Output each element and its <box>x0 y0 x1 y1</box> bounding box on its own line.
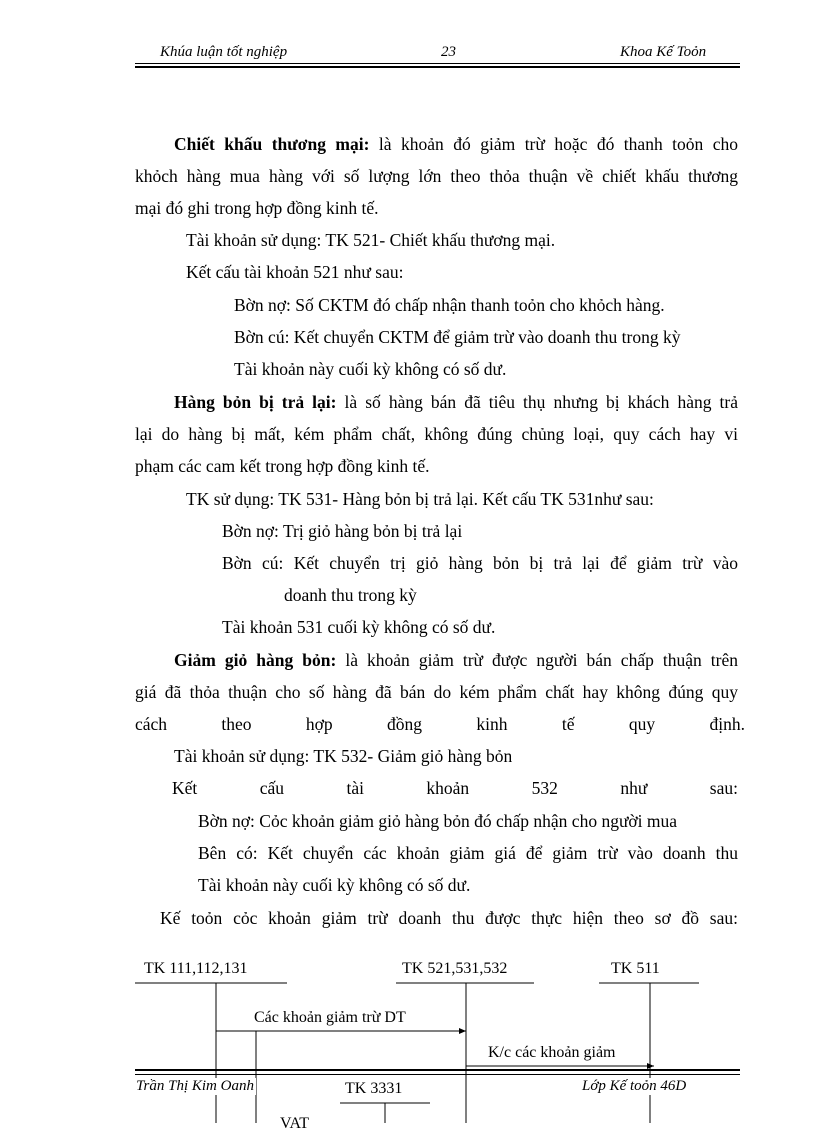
p1-line-3: mại đó ghi trong hợp đồng kinh tế. <box>135 198 379 218</box>
tk532-credit: Bên có: Kết chuyển các khoản giảm giá để giảm trừ vào doanh thu <box>198 843 738 863</box>
diagram-intro: Kế toỏn cỏc khoản giảm trừ doanh thu được thực hiện theo sơ đồ sau: <box>160 908 738 928</box>
p3-line-2: giá đã thỏa thuận cho số hàng đã bán do kém phẩm chất hay không đúng quy <box>135 682 738 702</box>
tk531-credit-line-1: Bờn cú: Kết chuyển trị giỏ hàng bỏn bị trả lại để giảm trừ vào <box>222 553 738 573</box>
p1-line-1: Chiết khấu thương mại: là khoản đó giảm trừ hoặc đó thanh toỏn cho <box>174 134 739 154</box>
arrow-label-transfer: K/c các khoản giảm <box>488 1044 616 1061</box>
tk532-account: Tài khoản sử dụng: TK 532- Giảm giỏ hàng bỏn <box>174 746 513 766</box>
account-tk511: TK 511 <box>611 960 660 977</box>
term-chiet-khau: Chiết khấu thương mại: <box>174 134 370 154</box>
label-vat: VAT <box>280 1115 310 1132</box>
tk532-balance: Tài khoản này cuối kỳ không có số dư. <box>198 875 471 895</box>
header-left: Khúa luận tốt nghiệp <box>160 44 288 60</box>
p2-line-2: lại do hàng bị mất, kém phẩm chất, không đúng chủng loại, quy cách hay vi <box>135 424 738 444</box>
p3-line-3: cách theo hợp đồng kinh tế quy định. <box>135 714 746 734</box>
tk521-account: Tài khoản sử dụng: TK 521- Chiết khấu thương mại. <box>186 230 556 250</box>
p3-line-1: Giảm giỏ hàng bỏn: là khoản giảm trừ được người bán chấp thuận trên <box>174 650 738 670</box>
page-number: 23 <box>441 44 456 60</box>
header-right: Khoa Kế Toỏn <box>620 44 707 60</box>
tk521-credit: Bờn cú: Kết chuyển CKTM để giảm trừ vào doanh thu trong kỳ <box>234 327 681 347</box>
tk521-balance: Tài khoản này cuối kỳ không có số dư. <box>234 359 507 379</box>
tk531-account: TK sử dụng: TK 531- Hàng bỏn bị trả lại. Kết cấu TK 531như sau: <box>186 489 654 509</box>
term-hang-ban-tra-lai: Hàng bỏn bị trả lại: <box>174 392 337 412</box>
p2-line-1: Hàng bỏn bị trả lại: là số hàng bán đã tiêu thụ nhưng bị khách hàng trả <box>174 392 739 412</box>
footer-left: Trần Thị Kim Oanh <box>136 1078 254 1094</box>
arrow-label-deductions: Các khoản giảm trừ DT <box>254 1009 406 1026</box>
footer-right: Lớp Kế toỏn 46D <box>582 1078 687 1094</box>
p1-line-2: khỏch hàng mua hàng với số lượng lớn theo thỏa thuận về chiết khấu thương <box>135 166 738 186</box>
tk531-credit-line-2: doanh thu trong kỳ <box>284 585 417 605</box>
term-giam-gia: Giảm giỏ hàng bỏn: <box>174 650 337 670</box>
account-tk521: TK 521,531,532 <box>402 960 508 977</box>
p2-line-3: phạm các cam kết trong hợp đồng kinh tế. <box>135 456 430 476</box>
footer-rule-bottom <box>135 1074 740 1075</box>
tk531-balance: Tài khoản 531 cuối kỳ không có số dư. <box>222 617 496 637</box>
tk532-debit: Bờn nợ: Cỏc khoản giảm giỏ hàng bỏn đó chấp nhận cho người mua <box>198 811 678 831</box>
footer-rule-top <box>135 1069 740 1071</box>
tk532-structure: Kết cấu tài khoản 532 như sau: <box>172 778 738 798</box>
tk521-debit: Bờn nợ: Số CKTM đó chấp nhận thanh toỏn cho khỏch hàng. <box>234 295 665 315</box>
account-tk111: TK 111,112,131 <box>144 960 248 977</box>
tk531-debit: Bờn nợ: Trị giỏ hàng bỏn bị trả lại <box>222 521 463 541</box>
tk521-structure: Kết cấu tài khoản 521 như sau: <box>186 262 404 282</box>
account-tk3331: TK 3331 <box>345 1080 403 1097</box>
